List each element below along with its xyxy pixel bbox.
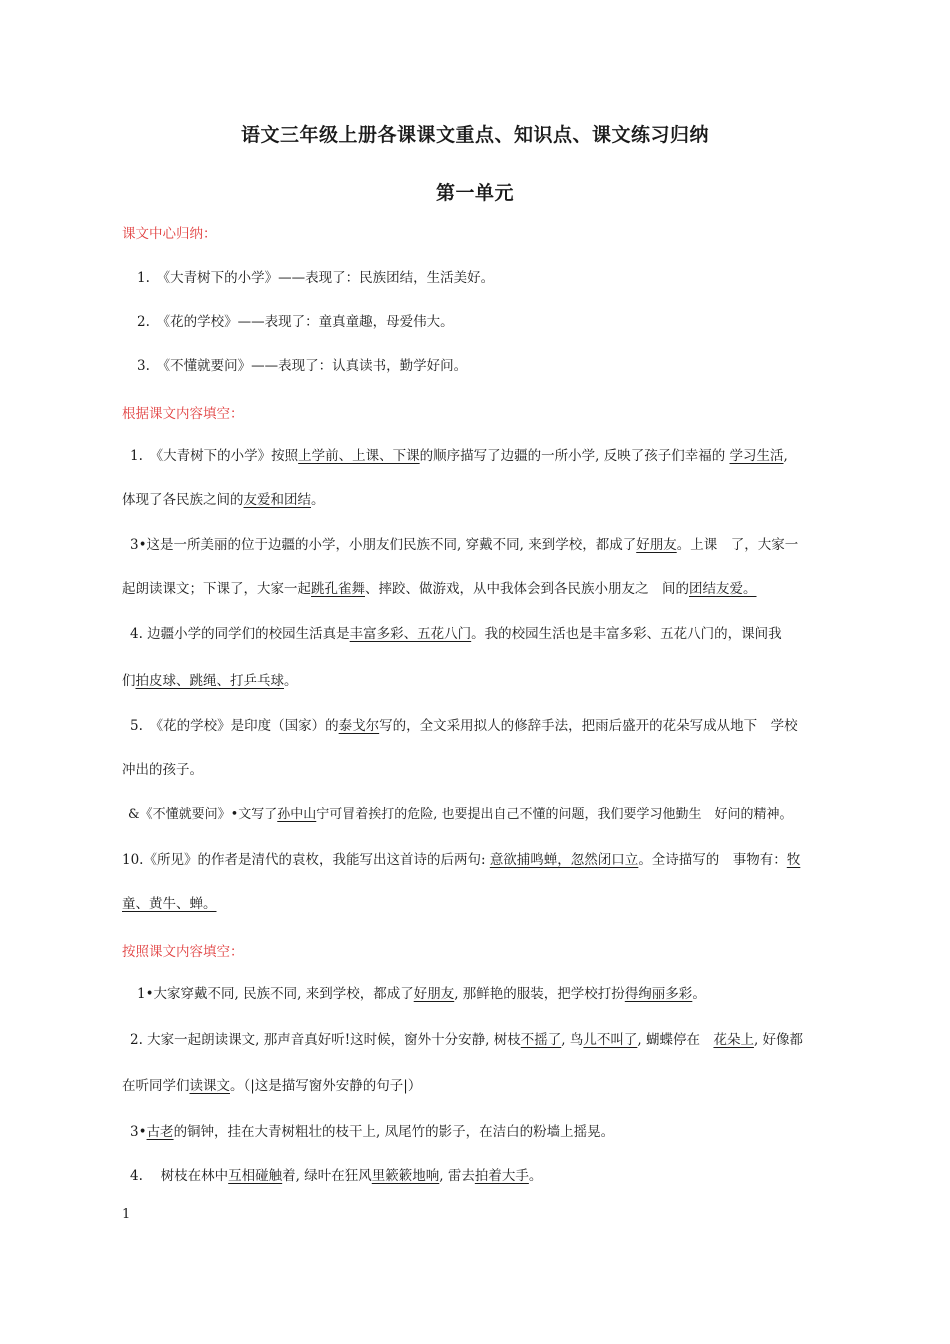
answer-blank: 牧 — [786, 852, 801, 868]
center-item-2: 2. 《花的学校》——表现了：童真童趣，母爱伟大。 — [137, 314, 454, 330]
answer-blank: 好朋友 — [413, 986, 455, 1002]
answer-blank: 拍着大手 — [474, 1168, 529, 1184]
answer-blank: 童、黄牛、蝉。 — [122, 896, 217, 912]
section-heading-fill-blank: 根据课文内容填空： — [122, 406, 244, 422]
fill-line-11 — [122, 895, 217, 913]
fill-line-6: 们拍皮球、跳绳、打乒乓球。 — [122, 673, 298, 689]
fill-line-8: 冲出的孩子。 — [122, 762, 203, 778]
answer-blank: 意欲捕鸣蝉，忽然闭口立 — [489, 852, 639, 868]
answer-blank: 花朵上 — [713, 1032, 754, 1048]
fill2-line-5: 4. 树枝在林中互相碰触着, 绿叶在狂风里簌簌地响, 雷去拍着大手。 — [130, 1168, 543, 1184]
answer-blank: 读课文 — [189, 1078, 230, 1094]
fill-line-3: 3•这是一所美丽的位于边疆的小学，小朋友们民族不同, 穿戴不同, 来到学校，都成了好朋友。上课 了，大家一 — [130, 537, 799, 553]
answer-blank: 古老 — [146, 1124, 174, 1140]
fill-line-7: 5. 《花的学校》是印度（国家）的泰戈尔写的，全文采用拟人的修辞手法，把雨后盛开的花朵写成从地下 学校 — [130, 718, 798, 734]
fill2-line-3: 在听同学们读课文。（|这是描写窗外安静的句子|） — [122, 1078, 422, 1094]
answer-blank: 孙中山 — [277, 807, 317, 822]
answer-blank: 得绚丽多彩 — [624, 986, 693, 1002]
answer-blank: 友爱和团结 — [243, 492, 311, 508]
fill2-line-4: 3•古老的铜钟，挂在大青树粗壮的枝干上, 凤尾竹的影子，在洁白的粉墙上摇晃。 — [130, 1124, 615, 1140]
answer-blank: 学习生活 — [729, 448, 784, 464]
answer-blank: 好朋友 — [636, 537, 677, 553]
fill-line-9: &《不懂就要问》•文写了孙中山宁可冒着挨打的危险, 也要提出自己不懂的问题，我们要学习他勤生 好问的精神。 — [128, 807, 793, 822]
answer-blank: 互相碰触 — [228, 1168, 283, 1184]
fill-line-1: 1. 《大青树下的小学》按照上学前、上课、下课的顺序描写了边疆的一所小学, 反映了孩子们幸福的 学习生活, — [130, 448, 788, 464]
answer-blank: 里簌簌地响 — [371, 1168, 440, 1184]
section-heading-center-summary: 课文中心归纳： — [122, 226, 217, 242]
answer-blank: 跳孔雀舞 — [311, 581, 365, 597]
answer-blank: 团结友爱。 — [689, 581, 757, 597]
fill-line-4: 起朗读课文；下课了，大家一起跳孔雀舞、摔跤、做游戏，从中我体会到各民族小朋友之 间的团结友爱。 — [122, 581, 757, 597]
answer-blank: 泰戈尔 — [338, 718, 380, 734]
unit-heading: 第一单元 — [435, 182, 514, 204]
fill-line-10: 10.《所见》的作者是清代的袁枚，我能写出这首诗的后两句: 意欲捕鸣蝉，忽然闭口立。全诗描写的 事物有：牧 — [122, 852, 801, 868]
answer-blank: 丰富多彩、五花八门 — [349, 626, 472, 642]
section-heading-fill-blank-2: 按照课文内容填空： — [122, 944, 244, 960]
center-item-1: 1. 《大青树下的小学》——表现了：民族团结，生活美好。 — [137, 270, 495, 286]
page-number: 1 — [122, 1207, 131, 1222]
fill2-line-1: 1•大家穿戴不同, 民族不同, 来到学校，都成了好朋友, 那鲜艳的服装，把学校打扮得绚丽多彩。 — [137, 986, 706, 1002]
document-title: 语文三年级上册各课课文重点、知识点、课文练习归纳 — [240, 124, 709, 146]
center-item-3: 3. 《不懂就要问》——表现了：认真读书，勤学好问。 — [137, 358, 468, 374]
fill-line-5: 4. 边疆小学的同学们的校园生活真是丰富多彩、五花八门。我的校园生活也是丰富多彩、五花八门的，课间我 — [130, 626, 782, 642]
answer-blank: 不摇了 — [520, 1032, 562, 1048]
answer-blank: 拍皮球、跳绳、打乒乓球 — [135, 673, 284, 689]
fill-line-2: 体现了各民族之间的友爱和团结。 — [122, 492, 325, 508]
answer-blank: 儿不叫了 — [583, 1032, 638, 1048]
answer-blank: 上学前、上课、下课 — [298, 448, 420, 464]
fill2-line-2: 2. 大家一起朗读课文, 那声音真好听!这时候，窗外十分安静, 树枝不摇了, 鸟儿不叫了, 蝴蝶停在 花朵上, 好像都 — [130, 1032, 804, 1048]
